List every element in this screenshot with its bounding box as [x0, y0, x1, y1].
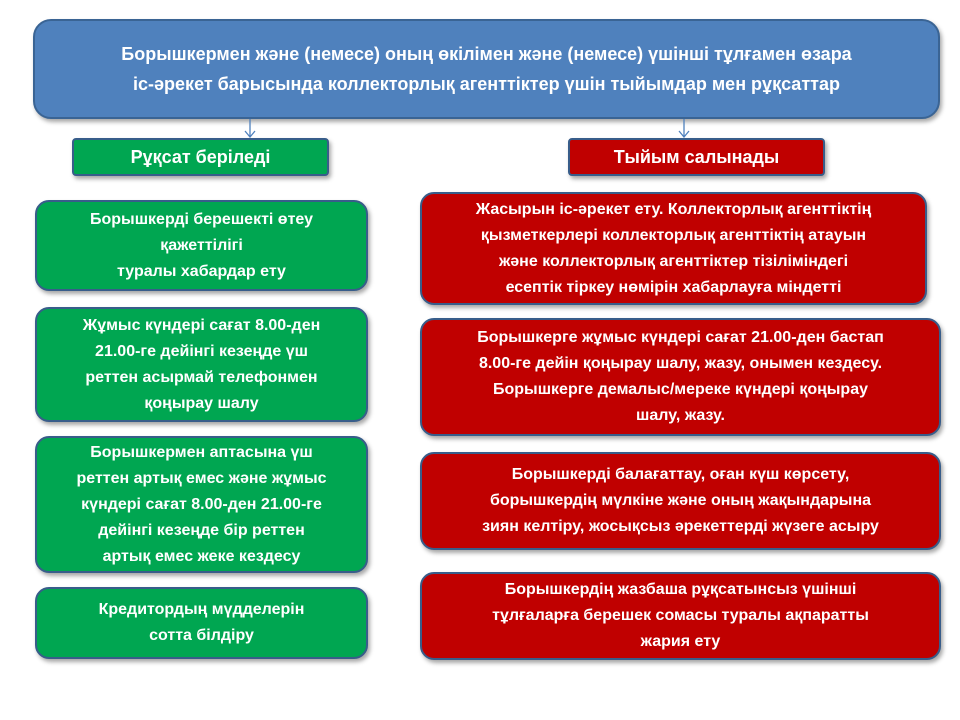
prohibited-item: Борышкерді балағаттау, оған күш көрсету, борышкердің мүлкіне және оның жақындарына зиян келтіру, жосықсыз әрекеттерді жүзеге асыру — [420, 452, 941, 550]
allowed-header: Рұқсат беріледі — [72, 138, 329, 176]
prohibited-header: Тыйым салынады — [568, 138, 825, 176]
allowed-item: Жұмыс күндері сағат 8.00-ден 21.00-ге дейінгі кезеңде үш реттен асырмай телефонмен қоңырау шалу — [35, 307, 368, 422]
arrow-down-icon — [678, 119, 690, 139]
allowed-item: Кредитордың мүдделерін сотта білдіру — [35, 587, 368, 659]
diagram-title: Борышкермен және (немесе) оның өкілімен және (немесе) үшінші тұлғамен өзара іс-әрекет барысында коллекторлық агенттіктер үшін тыйымдар мен рұқсаттар — [33, 19, 940, 119]
prohibited-item: Борышкердің жазбаша рұқсатынсыз үшінші тұлғаларға берешек сомасы туралы ақпаратты жария ету — [420, 572, 941, 660]
arrow-down-icon — [244, 119, 256, 139]
allowed-item: Борышкерді берешекті өтеу қажеттілігі туралы хабардар ету — [35, 200, 368, 291]
allowed-item: Борышкермен аптасына үш реттен артық емес және жұмыс күндері сағат 8.00-ден 21.00-ге дейінгі кезеңде бір реттен артық емес жеке кездесу — [35, 436, 368, 573]
prohibited-item: Жасырын іс-әрекет ету. Коллекторлық агенттіктің қызметкерлері коллекторлық агенттіктің атауын және коллекторлық агенттіктер тізіліміндегі есептік тіркеу нөмірін хабарлауға міндетті — [420, 192, 927, 305]
prohibited-item: Борышкерге жұмыс күндері сағат 21.00-ден бастап 8.00-ге дейін қоңырау шалу, жазу, онымен кездесу. Борышкерге демалыс/мереке күндері қоңырау шалу, жазу. — [420, 318, 941, 436]
